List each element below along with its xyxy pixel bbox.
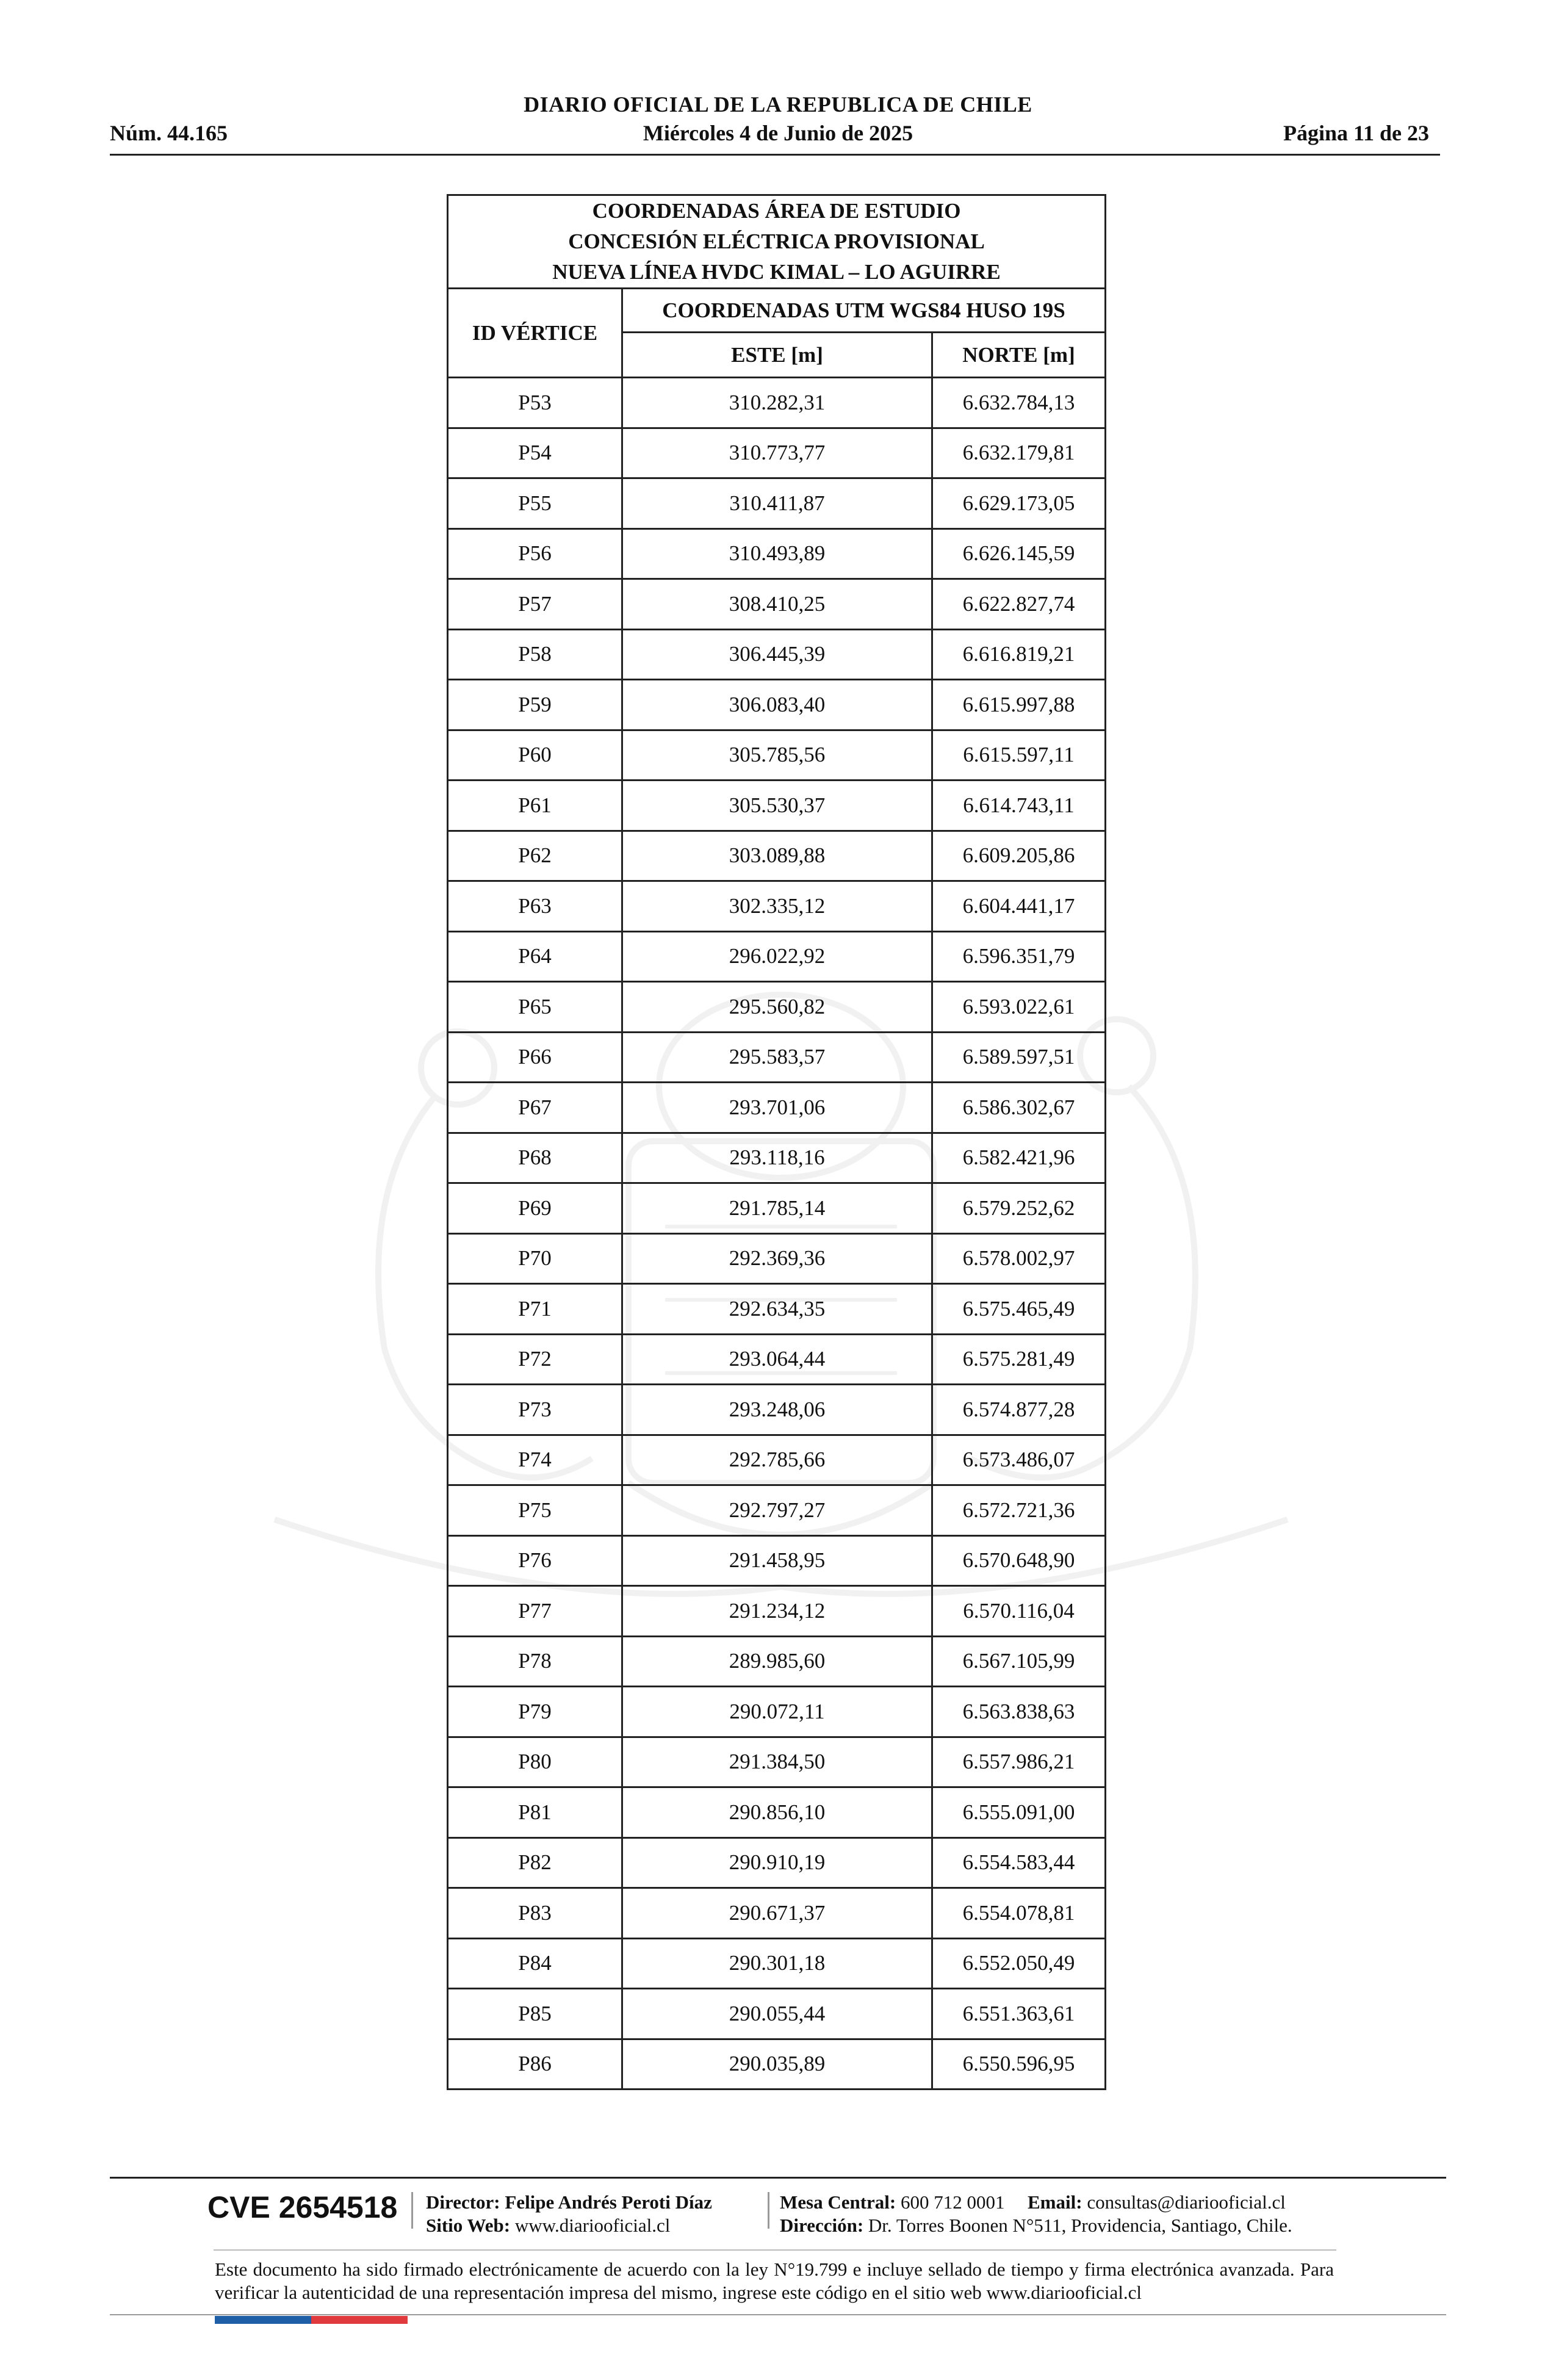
este-cell: 292.369,36	[622, 1233, 932, 1284]
este-cell: 291.384,50	[622, 1737, 932, 1787]
norte-cell: 6.567.105,99	[932, 1636, 1106, 1687]
contact-line	[780, 2191, 1286, 2214]
norte-cell: 6.593.022,61	[932, 982, 1106, 1033]
este-cell: 291.458,95	[622, 1535, 932, 1586]
norte-cell: 6.552.050,49	[932, 1938, 1106, 1989]
vertex-id-cell: P55	[448, 478, 622, 529]
este-cell: 290.671,37	[622, 1888, 932, 1939]
norte-cell: 6.626.145,59	[932, 528, 1106, 579]
este-cell: 291.234,12	[622, 1586, 932, 1637]
este-cell: 310.493,89	[622, 528, 932, 579]
table-row	[448, 1636, 1106, 1687]
norte-cell: 6.575.465,49	[932, 1284, 1106, 1335]
footer-divider-middle	[214, 2249, 1336, 2251]
este-cell: 295.583,57	[622, 1032, 932, 1083]
table-row	[448, 428, 1106, 478]
cve-code: CVE 2654518	[207, 2190, 398, 2224]
este-cell: 290.910,19	[622, 1837, 932, 1888]
vertex-id-cell: P73	[448, 1385, 622, 1435]
table-row	[448, 1586, 1106, 1637]
table-row	[448, 1787, 1106, 1838]
vertex-id-cell: P85	[448, 1989, 622, 2039]
address-label: Dirección:	[780, 2215, 864, 2236]
newspaper-title: DIARIO OFICIAL DE LA REPUBLICA DE CHILE	[524, 92, 1032, 117]
vertex-id-cell: P62	[448, 831, 622, 881]
email-label: Email:	[1028, 2191, 1082, 2213]
table-title-line-3: NUEVA LÍNEA HVDC KIMAL – LO AGUIRRE	[552, 260, 1001, 284]
vertex-id-cell: P69	[448, 1183, 622, 1234]
vertex-id-cell: P60	[448, 730, 622, 781]
vertex-id-cell: P67	[448, 1083, 622, 1133]
table-row	[448, 1485, 1106, 1536]
vertex-id-cell: P78	[448, 1636, 622, 1687]
vertex-id-cell: P54	[448, 428, 622, 478]
vertex-id-cell: P65	[448, 982, 622, 1033]
este-cell: 290.072,11	[622, 1687, 932, 1737]
issue-number: Núm. 44.165	[110, 121, 228, 145]
table-row	[448, 528, 1106, 579]
vertex-id-cell: P57	[448, 579, 622, 630]
phone-label: Mesa Central:	[780, 2191, 896, 2213]
table-row	[448, 579, 1106, 630]
email-link[interactable]: consultas@diariooficial.cl	[1087, 2191, 1286, 2213]
address-value: Dr. Torres Boonen N°511, Providencia, Santiago, Chile.	[868, 2215, 1292, 2236]
norte-cell: 6.570.648,90	[932, 1535, 1106, 1586]
norte-cell: 6.615.997,88	[932, 680, 1106, 730]
vertex-id-cell: P66	[448, 1032, 622, 1083]
table-row	[448, 730, 1106, 781]
norte-cell: 6.570.116,04	[932, 1586, 1106, 1637]
norte-cell: 6.582.421,96	[932, 1133, 1106, 1183]
este-cell: 292.797,27	[622, 1485, 932, 1536]
norte-cell: 6.575.281,49	[932, 1334, 1106, 1385]
este-cell: 303.089,88	[622, 831, 932, 881]
website-line	[426, 2214, 670, 2237]
norte-cell: 6.622.827,74	[932, 579, 1106, 630]
norte-cell: 6.573.486,07	[932, 1435, 1106, 1485]
norte-column-header: NORTE [m]	[932, 333, 1106, 378]
coordinates-table	[447, 194, 1106, 2090]
este-cell: 310.773,77	[622, 428, 932, 478]
table-row	[448, 982, 1106, 1033]
este-cell: 308.410,25	[622, 579, 932, 630]
table-row	[448, 1535, 1106, 1586]
vertex-id-cell: P74	[448, 1435, 622, 1485]
vertex-id-cell: P70	[448, 1233, 622, 1284]
norte-cell: 6.614.743,11	[932, 781, 1106, 831]
vertex-id-cell: P68	[448, 1133, 622, 1183]
address-line	[780, 2214, 1292, 2237]
table-row	[448, 931, 1106, 982]
footer-separator	[411, 2192, 413, 2229]
este-cell: 296.022,92	[622, 931, 932, 982]
norte-cell: 6.632.784,13	[932, 378, 1106, 428]
vertex-id-cell: P79	[448, 1687, 622, 1737]
norte-cell: 6.629.173,05	[932, 478, 1106, 529]
este-cell: 292.634,35	[622, 1284, 932, 1335]
table-row	[448, 1385, 1106, 1435]
este-cell: 310.282,31	[622, 378, 932, 428]
este-cell: 306.445,39	[622, 629, 932, 680]
table-row	[448, 1687, 1106, 1737]
norte-cell: 6.604.441,17	[932, 881, 1106, 932]
vertex-id-cell: P75	[448, 1485, 622, 1536]
legal-notice: Este documento ha sido firmado electrónicamente de acuerdo con la ley N°19.799 e incluye sellado de tiempo y firma electrónica avanzada. Para verificar la autenticidad de una representación impresa del mismo, ingrese este código en el sitio web www.diariooficial.cl	[215, 2259, 1334, 2303]
vertex-id-cell: P64	[448, 931, 622, 982]
norte-cell: 6.554.583,44	[932, 1837, 1106, 1888]
norte-cell: 6.557.986,21	[932, 1737, 1106, 1787]
este-cell: 293.248,06	[622, 1385, 932, 1435]
phone-number: 600 712 0001	[901, 2191, 1005, 2213]
norte-cell: 6.572.721,36	[932, 1485, 1106, 1536]
director-name: Felipe Andrés Peroti Díaz	[505, 2191, 712, 2213]
norte-cell: 6.578.002,97	[932, 1233, 1106, 1284]
este-cell: 295.560,82	[622, 982, 932, 1033]
este-cell: 290.856,10	[622, 1787, 932, 1838]
table-row	[448, 881, 1106, 932]
este-cell: 305.530,37	[622, 781, 932, 831]
table-row	[448, 1133, 1106, 1183]
vertex-id-cell: P56	[448, 528, 622, 579]
norte-cell: 6.589.597,51	[932, 1032, 1106, 1083]
este-cell: 290.035,89	[622, 2039, 932, 2090]
este-cell: 291.785,14	[622, 1183, 932, 1234]
norte-cell: 6.586.302,67	[932, 1083, 1106, 1133]
header-divider	[110, 154, 1440, 156]
este-cell: 290.055,44	[622, 1989, 932, 2039]
vertex-id-cell: P53	[448, 378, 622, 428]
norte-cell: 6.554.078,81	[932, 1888, 1106, 1939]
este-cell: 305.785,56	[622, 730, 932, 781]
este-cell: 293.701,06	[622, 1083, 932, 1133]
norte-cell: 6.596.351,79	[932, 931, 1106, 982]
flag-bar-red	[311, 2316, 408, 2324]
norte-cell: 6.574.877,28	[932, 1385, 1106, 1435]
table-row	[448, 1032, 1106, 1083]
norte-cell: 6.615.597,11	[932, 730, 1106, 781]
table-title	[448, 195, 1106, 289]
director-label: Director:	[426, 2191, 500, 2213]
vertex-id-cell: P72	[448, 1334, 622, 1385]
este-cell: 302.335,12	[622, 881, 932, 932]
table-row	[448, 629, 1106, 680]
table-row	[448, 378, 1106, 428]
table-row	[448, 1233, 1106, 1284]
website-link[interactable]: www.diariooficial.cl	[514, 2215, 671, 2236]
table-row	[448, 1334, 1106, 1385]
vertex-id-cell: P59	[448, 680, 622, 730]
norte-cell: 6.563.838,63	[932, 1687, 1106, 1737]
director-line	[426, 2191, 712, 2214]
vertex-id-cell: P58	[448, 629, 622, 680]
vertex-id-cell: P76	[448, 1535, 622, 1586]
vertex-id-cell: P84	[448, 1938, 622, 1989]
norte-cell: 6.616.819,21	[932, 629, 1106, 680]
vertex-id-cell: P63	[448, 881, 622, 932]
utm-coordinates-header: COORDENADAS UTM WGS84 HUSO 19S	[622, 289, 1106, 333]
website-label: Sitio Web:	[426, 2215, 511, 2236]
table-row	[448, 1989, 1106, 2039]
vertex-id-cell: P71	[448, 1284, 622, 1335]
este-cell: 306.083,40	[622, 680, 932, 730]
vertex-id-cell: P61	[448, 781, 622, 831]
este-cell: 292.785,66	[622, 1435, 932, 1485]
table-row	[448, 478, 1106, 529]
table-row	[448, 1083, 1106, 1133]
table-row	[448, 1737, 1106, 1787]
vertex-id-cell: P80	[448, 1737, 622, 1787]
este-cell: 310.411,87	[622, 478, 932, 529]
table-row	[448, 781, 1106, 831]
id-vertex-header: ID VÉRTICE	[448, 289, 622, 378]
table-row	[448, 1435, 1106, 1485]
vertex-id-cell: P81	[448, 1787, 622, 1838]
table-row	[448, 1888, 1106, 1939]
este-column-header: ESTE [m]	[622, 333, 932, 378]
page-number: Página 11 de 23	[1283, 121, 1429, 145]
issue-date: Miércoles 4 de Junio de 2025	[643, 121, 913, 145]
norte-cell: 6.550.596,95	[932, 2039, 1106, 2090]
este-cell: 290.301,18	[622, 1938, 932, 1989]
table-row	[448, 2039, 1106, 2090]
este-cell: 293.064,44	[622, 1334, 932, 1385]
footer-divider-bottom	[110, 2314, 1446, 2315]
norte-cell: 6.551.363,61	[932, 1989, 1106, 2039]
flag-bar-blue	[215, 2316, 311, 2324]
vertex-id-cell: P77	[448, 1586, 622, 1637]
norte-cell: 6.632.179,81	[932, 428, 1106, 478]
este-cell: 293.118,16	[622, 1133, 932, 1183]
table-row	[448, 680, 1106, 730]
norte-cell: 6.609.205,86	[932, 831, 1106, 881]
table-row	[448, 1837, 1106, 1888]
vertex-id-cell: P82	[448, 1837, 622, 1888]
table-row	[448, 1284, 1106, 1335]
vertex-id-cell: P83	[448, 1888, 622, 1939]
table-row	[448, 1938, 1106, 1989]
footer-divider-top	[110, 2177, 1446, 2179]
table-title-line-1: COORDENADAS ÁREA DE ESTUDIO	[592, 199, 961, 223]
footer-separator	[768, 2192, 769, 2229]
table-row	[448, 831, 1106, 881]
este-cell: 289.985,60	[622, 1636, 932, 1687]
table-title-line-2: CONCESIÓN ELÉCTRICA PROVISIONAL	[568, 229, 985, 253]
table-row	[448, 1183, 1106, 1234]
norte-cell: 6.555.091,00	[932, 1787, 1106, 1838]
vertex-id-cell: P86	[448, 2039, 622, 2090]
norte-cell: 6.579.252,62	[932, 1183, 1106, 1234]
